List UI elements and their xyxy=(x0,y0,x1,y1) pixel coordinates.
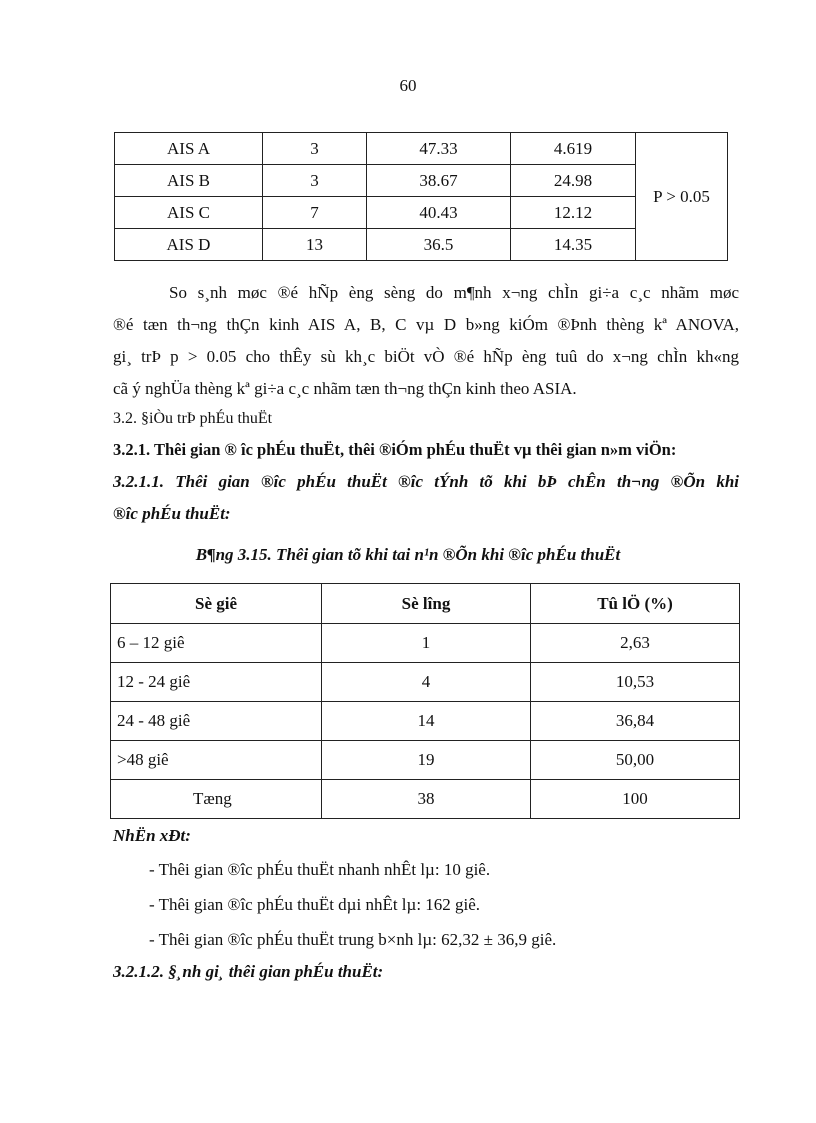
table-cell: 3 xyxy=(263,133,367,165)
table-cell: 6 – 12 giê xyxy=(111,624,322,663)
table-cell: 47.33 xyxy=(367,133,511,165)
table-cell: AIS D xyxy=(115,229,263,261)
paragraph-line: So s¸nh møc ®é hÑp èng sèng do m¶nh x¬ng chÌn gi÷a c¸c nhãm møc xyxy=(169,283,739,302)
table-cell: AIS A xyxy=(115,133,263,165)
column-header: Tû lÖ (%) xyxy=(531,584,740,624)
surgery-time-table xyxy=(110,583,740,819)
table-cell: 12.12 xyxy=(511,197,636,229)
table-row xyxy=(111,663,740,702)
section-heading-3-2-1-2: 3.2.1.2. §¸nh gi¸ thêi gian phÉu thuËt: xyxy=(113,962,384,981)
table-cell: 2,63 xyxy=(531,624,740,663)
table-row xyxy=(111,741,740,780)
table-cell: 24 - 48 giê xyxy=(111,702,322,741)
table-caption: B¶ng 3.15. Thêi gian tõ khi tai n¹n ®Õn khi ®îc phÉu thuËt xyxy=(195,545,621,564)
remark-item: - Thêi gian ®îc phÉu thuËt dµi nhÊt lµ: 162 giê. xyxy=(149,895,481,914)
table-row xyxy=(111,624,740,663)
table-cell: 36.5 xyxy=(367,229,511,261)
table-row xyxy=(115,133,728,165)
table-cell: 4.619 xyxy=(511,133,636,165)
table-row xyxy=(111,702,740,741)
table-cell: Tæng xyxy=(111,780,322,819)
anova-paragraph xyxy=(113,277,739,405)
section-heading-3-2-1: 3.2.1. Thêi gian ® îc phÉu thuËt, thêi ®iÓm phÉu thuËt vµ thêi gian n»m viÖn: xyxy=(113,440,677,459)
table-cell: 38.67 xyxy=(367,165,511,197)
table-header-row xyxy=(111,584,740,624)
page-number: 60 xyxy=(399,76,417,95)
section-heading-3-2-1-1-cont: ®îc phÉu thuËt: xyxy=(113,504,231,523)
table-cell: 24.98 xyxy=(511,165,636,197)
table-cell: >48 giê xyxy=(111,741,322,780)
table-cell: 100 xyxy=(531,780,740,819)
section-heading-3-2-1-1: 3.2.1.1. Thêi gian ®îc phÉu thuËt ®îc tÝnh tõ khi bÞ chÊn th¬ng ®Õn khi xyxy=(113,472,739,491)
table-cell: 1 xyxy=(322,624,531,663)
table-cell: AIS B xyxy=(115,165,263,197)
table-cell: 36,84 xyxy=(531,702,740,741)
table-cell: 14.35 xyxy=(511,229,636,261)
table-cell: 3 xyxy=(263,165,367,197)
table-total-row xyxy=(111,780,740,819)
table-cell: 40.43 xyxy=(367,197,511,229)
table-cell: 38 xyxy=(322,780,531,819)
table-cell: 13 xyxy=(263,229,367,261)
column-header: Sè lîng xyxy=(322,584,531,624)
table-cell: AIS C xyxy=(115,197,263,229)
paragraph-line: ®é tæn th¬ng thÇn kinh AIS A, B, C vµ D b»ng kiÓm ®Þnh thèng kª ANOVA, xyxy=(113,315,739,334)
paragraph-line: gi¸ trÞ p > 0.05 cho thÊy sù kh¸c biÖt vÒ ®é hÑp èng tuû do x¬ng chÌn kh«ng xyxy=(113,347,739,366)
table-cell: 14 xyxy=(322,702,531,741)
remark-item: - Thêi gian ®îc phÉu thuËt trung b×nh lµ: 62,32 ± 36,9 giê. xyxy=(149,930,557,949)
table-cell: 4 xyxy=(322,663,531,702)
table-cell: 19 xyxy=(322,741,531,780)
table-cell: 10,53 xyxy=(531,663,740,702)
section-heading-3-2: 3.2. §iÒu trÞ phÉu thuËt xyxy=(113,410,273,427)
remark-item: - Thêi gian ®îc phÉu thuËt nhanh nhÊt lµ: 10 giê. xyxy=(149,860,491,879)
column-header: Sè giê xyxy=(111,584,322,624)
ais-table xyxy=(114,132,728,261)
paragraph-line: cã ý nghÜa thèng kª gi÷a c¸c nhãm tæn th¬ng thÇn kinh theo ASIA. xyxy=(113,379,577,398)
p-value-cell: P > 0.05 xyxy=(636,133,728,261)
table-cell: 12 - 24 giê xyxy=(111,663,322,702)
table-cell: 50,00 xyxy=(531,741,740,780)
table-cell: 7 xyxy=(263,197,367,229)
remark-title: NhËn xÐt: xyxy=(113,826,191,845)
